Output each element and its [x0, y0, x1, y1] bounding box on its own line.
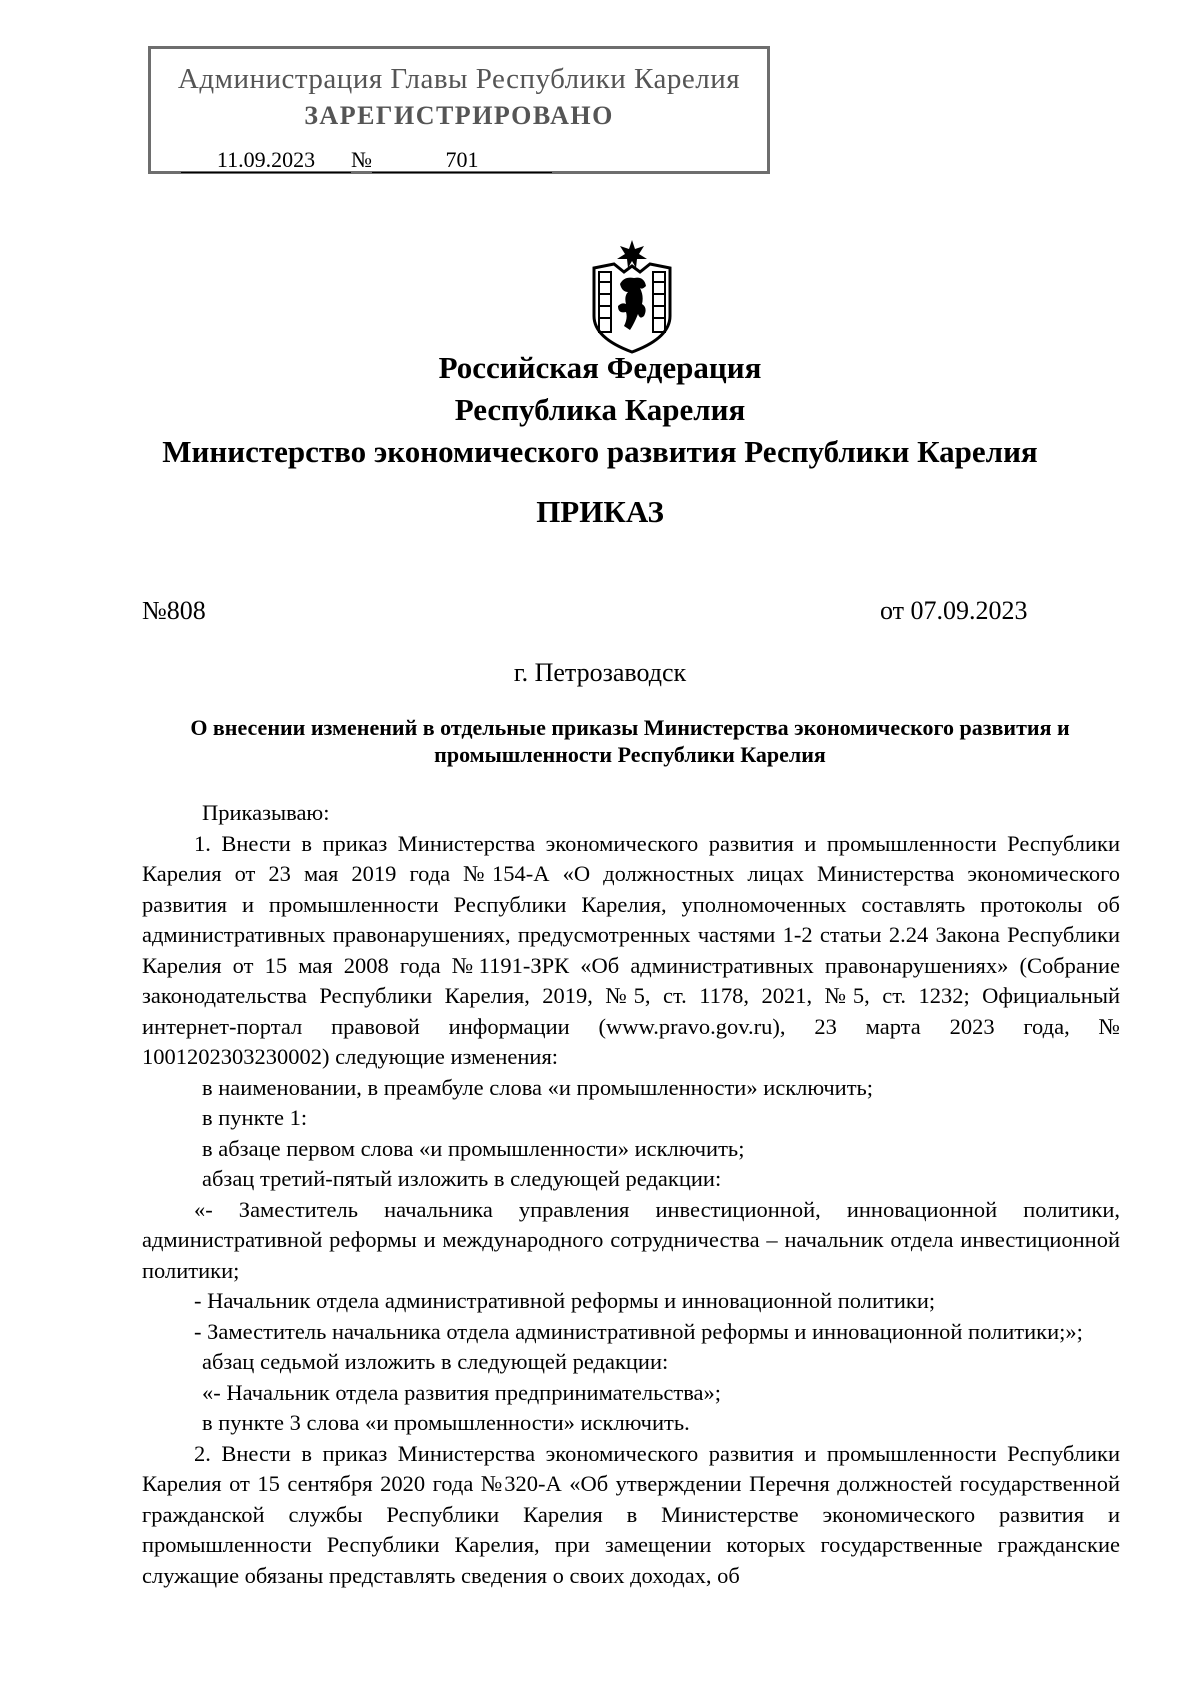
order-date: от 07.09.2023 [880, 596, 1028, 625]
stamp-date: 11.09.2023 [181, 148, 351, 173]
body-paragraph: «- Заместитель начальника управления инвестиционной, инновационной политики, административной реформы и международного сотрудничества – начальник отдела инвестиционной политики; [142, 1196, 1120, 1283]
body-paragraph: абзац третий-пятый изложить в следующей редакции: [202, 1166, 722, 1191]
order-subject: О внесении изменений в отдельные приказы Министерства экономического развития и промышленности Республики Карелия [190, 715, 1070, 767]
registration-stamp [148, 46, 770, 174]
body-paragraph: в пункте 1: [202, 1105, 308, 1130]
stamp-authority: Администрация Главы Республики Карелия [177, 63, 741, 95]
body-paragraph: в абзаце первом слова «и промышленности» исключить; [202, 1135, 745, 1161]
body-paragraph: в пункте 3 слова «и промышленности» исключить. [202, 1410, 690, 1435]
document-type-title: ПРИКАЗ [536, 494, 664, 529]
stamp-num-sign: № [351, 147, 372, 172]
body-paragraph: «- Начальник отдела развития предпринимательства»; [202, 1379, 722, 1405]
stamp-registered: ЗАРЕГИСТРИРОВАНО [304, 101, 614, 130]
body-paragraph: - Заместитель начальника отдела административной реформы и инновационной политики;»; [194, 1318, 1083, 1344]
body-paragraph: - Начальник отдела административной реформы и инновационной политики; [194, 1288, 936, 1313]
stamp-number: 701 [372, 148, 552, 173]
body-paragraph: абзац седьмой изложить в следующей редакции: [202, 1349, 669, 1374]
order-number: №808 [142, 596, 206, 625]
body-intro: Приказываю: [202, 800, 330, 825]
stamp-reg-line [181, 147, 767, 173]
header-republic: Республика Карелия [454, 392, 746, 427]
header-ministry: Министерство экономического развития Республики Карелия [162, 434, 1038, 469]
header-country: Российская Федерация [438, 350, 762, 385]
order-city: г. Петрозаводск [513, 658, 687, 687]
body-paragraph: в наименовании, в преамбуле слова «и промышленности» исключить; [202, 1074, 874, 1100]
karelia-coat-of-arms-icon [584, 238, 680, 356]
order-body [142, 798, 1120, 1591]
body-item-2: 2. Внести в приказ Министерства экономического развития и промышленности Республики Карелия от 15 сентября 2020 года №320-А «Об утверждении Перечня должностей государственной гражданской службы Республики Карелия в Министерстве экономического развития и промышленности Республики Карелия, при замещении которых государственные гражданские служащие обязаны представлять сведения о своих доходах, об [142, 1440, 1120, 1588]
body-item-1: 1. Внести в приказ Министерства экономического развития и промышленности Республики Карелия от 23 мая 2019 года №154-А «О должностных лицах Министерства экономического развития и промышленности Республики Карелия, уполномоченных составлять протоколы об административных правонарушениях, предусмотренных частями 1-2 статьи 2.24 Закона Республики Карелия от 15 мая 2008 года №1191-ЗРК «Об административных правонарушениях» (Собрание законодательства Республики Карелия, 2019, №5, ст. 1178, 2021, №5, ст. 1232; Официальный интернет-портал правовой информации (www.pravo.gov.ru), 23 марта 2023 года, № 1001202303230002) следующие изменения: [142, 830, 1120, 1069]
